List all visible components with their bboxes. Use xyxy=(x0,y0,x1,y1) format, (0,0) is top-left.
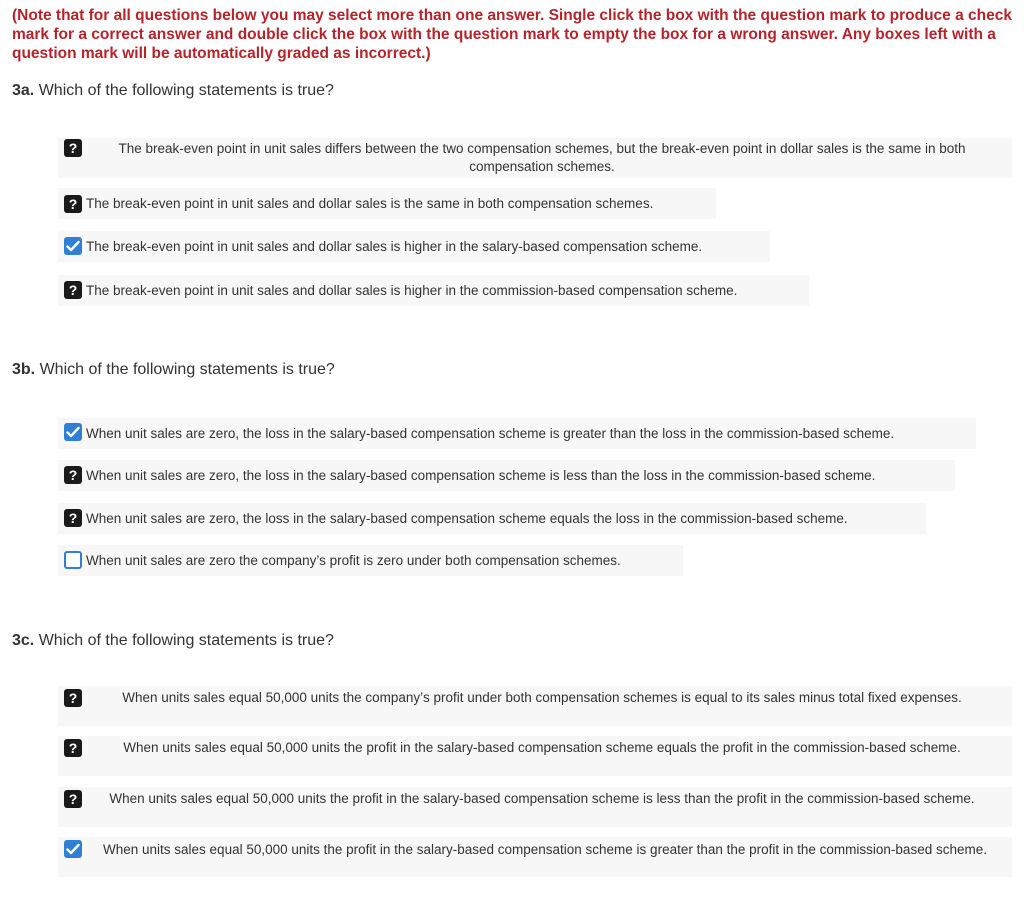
answer-text: When units sales equal 50,000 units the profit in the salary-based compensation scheme is less than the profit in the commission-based scheme. xyxy=(109,791,975,806)
question-number: 3c. xyxy=(12,632,35,649)
question-mark-box[interactable]: ? xyxy=(64,509,82,527)
instructions-note: (Note that for all questions below you may select more than one answer. Single click the box with the question mark to produce a check mark for a correct answer and double click the box with the question mark to empty the box for a wrong answer. Any boxes left with a question mark will be automatically graded as incorrect.) xyxy=(12,7,1012,62)
answer-text: When unit sales are zero, the loss in the salary-based compensation scheme equals the loss in the commission-based scheme. xyxy=(86,511,848,526)
question-prompt: Which of the following statements is true? xyxy=(38,632,334,649)
question-number: 3a. xyxy=(12,82,35,99)
question-mark-box[interactable]: ? xyxy=(64,195,82,213)
question-mark-box[interactable]: ? xyxy=(64,790,82,808)
answer-text: The break-even point in unit sales and dollar sales is higher in the salary-based compensation scheme. xyxy=(86,239,703,254)
answer-text: When unit sales are zero, the loss in the salary-based compensation scheme is greater than the loss in the commission-based scheme. xyxy=(86,426,895,441)
answer-text: When unit sales are zero the company’s profit is zero under both compensation schemes. xyxy=(86,553,621,568)
answer-option xyxy=(58,503,926,534)
answer-text: The break-even point in unit sales differs between the two compensation schemes, but the break-even point in dollar sales is the same in both compensation schemes. xyxy=(118,141,966,174)
question-3a-title xyxy=(12,82,334,100)
answer-text: When units sales equal 50,000 units the profit in the salary-based compensation scheme is greater than the profit in the commission-based scheme. xyxy=(103,842,987,857)
question-mark-box[interactable]: ? xyxy=(64,689,82,707)
question-prompt: Which of the following statements is true? xyxy=(38,82,334,99)
question-mark-box[interactable]: ? xyxy=(64,466,82,484)
question-3c-title xyxy=(12,632,334,650)
checkmark-icon xyxy=(66,843,80,855)
answer-text: The break-even point in unit sales and dollar sales is higher in the commission-based compensation scheme. xyxy=(86,283,738,298)
answer-option xyxy=(58,138,1012,178)
answer-option xyxy=(58,837,1012,877)
answer-text: The break-even point in unit sales and dollar sales is the same in both compensation schemes. xyxy=(86,196,654,211)
checkmark-box[interactable] xyxy=(64,840,82,858)
checkmark-icon xyxy=(66,240,80,252)
answer-text: When unit sales are zero, the loss in the salary-based compensation scheme is less than the loss in the commission-based scheme. xyxy=(86,468,876,483)
question-3b-title xyxy=(12,361,335,379)
question-prompt: Which of the following statements is true? xyxy=(39,361,335,378)
answer-option xyxy=(58,545,683,576)
answer-option xyxy=(58,231,770,262)
answer-option xyxy=(58,460,955,491)
answer-option xyxy=(58,686,1012,726)
checkmark-box[interactable] xyxy=(64,237,82,255)
question-mark-box[interactable]: ? xyxy=(64,739,82,757)
answer-option xyxy=(58,188,716,219)
answer-option xyxy=(58,787,1012,827)
question-mark-box[interactable]: ? xyxy=(64,281,82,299)
checkmark-icon xyxy=(66,426,80,438)
answer-text: When units sales equal 50,000 units the company’s profit under both compensation schemes is equal to its sales minus total fixed expenses. xyxy=(122,690,962,705)
checkmark-box[interactable] xyxy=(64,423,82,441)
answer-option xyxy=(58,275,809,306)
answer-text: When units sales equal 50,000 units the profit in the salary-based compensation scheme equals the profit in the commission-based scheme. xyxy=(123,740,961,755)
answer-option xyxy=(58,736,1012,776)
question-number: 3b. xyxy=(12,361,36,378)
empty-checkbox[interactable] xyxy=(64,551,82,569)
answer-option xyxy=(58,418,976,449)
question-mark-box[interactable]: ? xyxy=(64,139,82,157)
